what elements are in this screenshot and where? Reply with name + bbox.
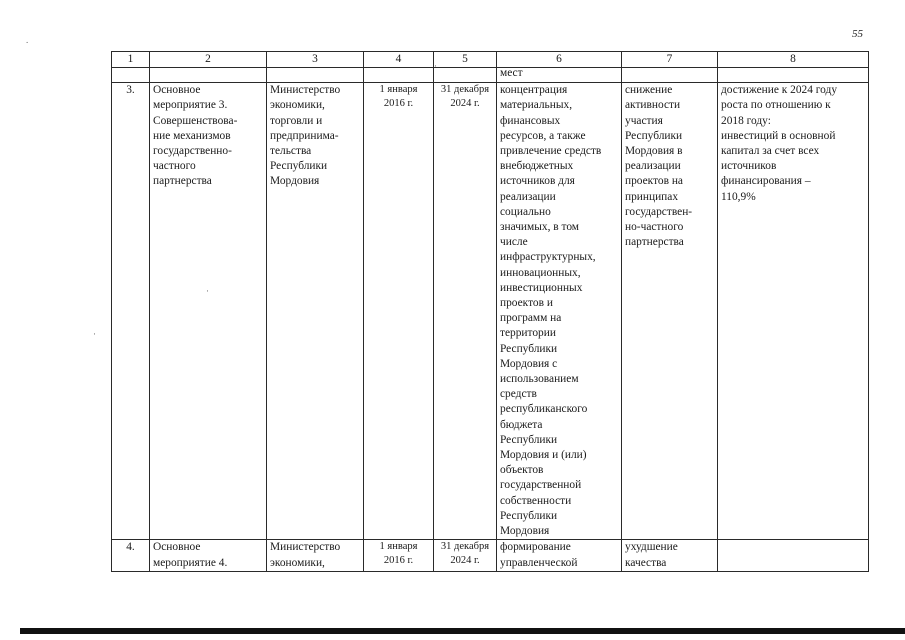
end-date: 31 декабря 2024 г. bbox=[434, 540, 497, 571]
scan-speck: · bbox=[434, 61, 437, 71]
continuation-row bbox=[112, 68, 869, 83]
continuation-text: мест bbox=[497, 68, 622, 83]
column-header: 3 bbox=[267, 52, 364, 68]
executor: Министерство экономики, торговли и предпринима- тельства Республики Мордовия bbox=[267, 83, 364, 540]
non-implementation-consequence: ухудшение качества bbox=[622, 540, 718, 571]
column-header: 5 bbox=[434, 52, 497, 68]
scan-speck: · bbox=[93, 329, 96, 339]
scan-speck: · bbox=[206, 286, 209, 296]
column-header: 7 bbox=[622, 52, 718, 68]
measure-name: Основное мероприятие 4. bbox=[150, 540, 267, 571]
end-date: 31 декабря 2024 г. bbox=[434, 83, 497, 540]
start-date: 1 января 2016 г. bbox=[364, 83, 434, 540]
column-header: 2 bbox=[150, 52, 267, 68]
table-row bbox=[112, 540, 869, 571]
scan-speck: . bbox=[26, 35, 29, 45]
non-implementation-consequence: снижение активности участия Республики Мордовия в реализации проектов на принципах государствен- но-частного партнерства bbox=[622, 83, 718, 540]
target-indicator: достижение к 2024 году роста по отношению к 2018 году: инвестиций в основной капитал за счет всех источников финансирования – 110,9% bbox=[718, 83, 869, 540]
target-indicator bbox=[718, 540, 869, 571]
column-header: 4 bbox=[364, 52, 434, 68]
column-header: 1 bbox=[112, 52, 150, 68]
expected-result: концентрация материальных, финансовых ресурсов, а также привлечение средств внебюджетных источников для реализации социально значимых, в том числе инфраструктурных, инновационных, инвестиционных проектов и программ на территории Республики Мордовия с использованием средств республиканского бюджета Республики Мордовия и (или) объектов государственной собственности Республики Мордовия bbox=[497, 83, 622, 540]
table-row bbox=[112, 83, 869, 540]
table-cell bbox=[150, 68, 267, 83]
table-cell bbox=[364, 68, 434, 83]
expected-result: формирование управленческой bbox=[497, 540, 622, 571]
row-number: 4. bbox=[112, 540, 150, 571]
table-cell bbox=[622, 68, 718, 83]
column-number-row bbox=[112, 52, 869, 68]
measure-name: Основное мероприятие 3. Совершенствова- ние механизмов государственно- частного партнерства bbox=[150, 83, 267, 540]
scan-edge-bar bbox=[20, 628, 905, 634]
page-number: 55 bbox=[852, 28, 863, 40]
column-header: 6 bbox=[497, 52, 622, 68]
executor: Министерство экономики, bbox=[267, 540, 364, 571]
table-cell bbox=[718, 68, 869, 83]
table-cell bbox=[434, 68, 497, 83]
measures-table bbox=[111, 51, 869, 572]
start-date: 1 января 2016 г. bbox=[364, 540, 434, 571]
table-cell bbox=[112, 68, 150, 83]
column-header: 8 bbox=[718, 52, 869, 68]
row-number: 3. bbox=[112, 83, 150, 540]
table-cell bbox=[267, 68, 364, 83]
